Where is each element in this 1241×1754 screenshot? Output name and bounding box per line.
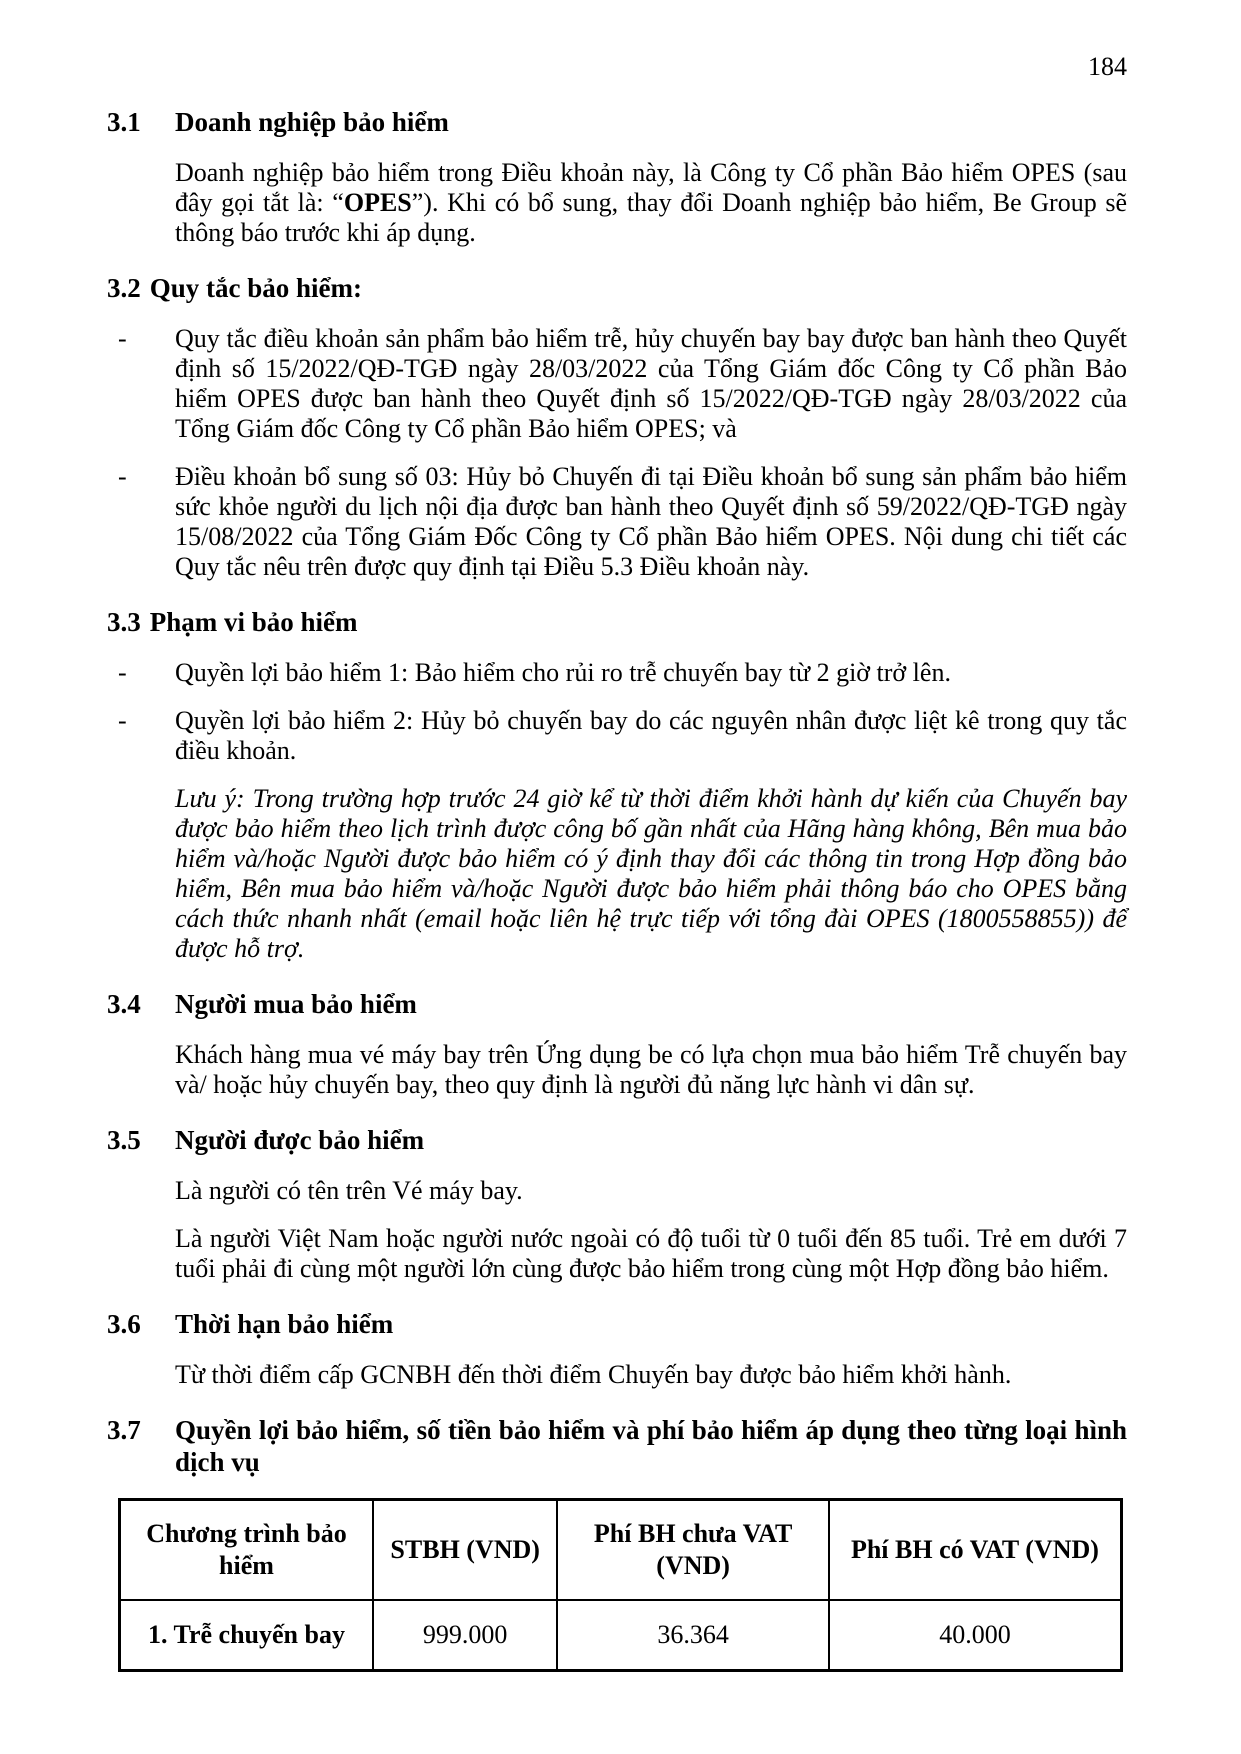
column-header-stbh: STBH (VND) [373,1500,557,1601]
column-header-program: Chương trình bảo hiểm [120,1500,374,1601]
bullet-text: Quyền lợi bảo hiểm 1: Bảo hiểm cho rủi ro trễ chuyến bay từ 2 giờ trở lên. [175,658,951,687]
section-title: Doanh nghiệp bảo hiểm [175,107,449,137]
section-number: 3.3 [107,607,141,637]
section-title: Người mua bảo hiểm [175,989,417,1019]
table-row [120,1600,1122,1671]
section-3-2-heading [107,272,1127,304]
benefits-table [118,1498,1123,1672]
section-title: Phạm vi bảo hiểm [149,607,358,637]
section-number: 3.4 [107,989,141,1019]
section-number: 3.7 [107,1415,141,1445]
cell-program: 1. Trễ chuyến bay [120,1600,374,1671]
section-3-4-paragraph: Khách hàng mua vé máy bay trên Ứng dụng be có lựa chọn mua bảo hiểm Trễ chuyến bay và/ hoặc hủy chuyến bay, theo quy định là người đủ năng lực hành vi dân sự. [175,1040,1127,1099]
bullet-item [107,706,1127,766]
section-number: 3.6 [107,1309,141,1339]
section-3-5-paragraph: Là người Việt Nam hoặc người nước ngoài có độ tuổi từ 0 tuổi đến 85 tuổi. Trẻ em dưới 7 tuổi phải đi cùng một người lớn cùng được bảo hiểm trong cùng một Hợp đồng bảo hiểm. [175,1224,1127,1283]
cell-fee-novat: 36.364 [557,1600,829,1671]
section-3-1-heading [107,106,1127,138]
bullet-text: Quy tắc điều khoản sản phẩm bảo hiểm trễ, hủy chuyến bay bay được ban hành theo Quyết định số 15/2022/QĐ-TGĐ ngày 28/03/2022 của Tổng Giám đốc Công ty Cổ phần Bảo hiểm OPES được ban hành theo Quyết định số 15/2022/QĐ-TGĐ ngày 28/03/2022 của Tổng Giám đốc Công ty Cổ phần Bảo hiểm OPES; và [175,324,1127,443]
section-title: Quy tắc bảo hiểm: [149,273,362,303]
section-3-6-paragraph: Từ thời điểm cấp GCNBH đến thời điểm Chuyến bay được bảo hiểm khởi hành. [175,1360,1012,1389]
section-number: 3.5 [107,1125,141,1155]
section-number: 3.1 [107,107,141,137]
bullet-item [107,324,1127,444]
dash-bullet: - [118,462,127,491]
note-paragraph: Lưu ý: Trong trường hợp trước 24 giờ kể từ thời điểm khởi hành dự kiến của Chuyến bay được bảo hiểm theo lịch trình được công bố gần nhất của Hãng hàng không, Bên mua bảo hiểm và/hoặc Người được bảo hiểm có ý định thay đổi các thông tin trong Hợp đồng bảo hiểm, Bên mua bảo hiểm và/hoặc Người được bảo hiểm phải thông báo cho OPES bằng cách thức nhanh nhất (email hoặc liên hệ trực tiếp với tổng đài OPES (1800558855)) để được hỗ trợ. [175,784,1127,963]
section-3-4-heading [107,988,1127,1020]
section-3-3-heading [107,606,1127,638]
section-3-5-heading [107,1124,1127,1156]
bullet-text: Quyền lợi bảo hiểm 2: Hủy bỏ chuyến bay do các nguyên nhân được liệt kê trong quy tắc điều khoản. [175,706,1127,765]
dash-bullet: - [118,324,127,353]
cell-fee-vat: 40.000 [829,1600,1122,1671]
dash-bullet: - [118,706,127,735]
section-3-7-heading [107,1414,1127,1478]
section-title: Quyền lợi bảo hiểm, số tiền bảo hiểm và phí bảo hiểm áp dụng theo từng loại hình dịch vụ [175,1415,1127,1477]
section-title: Người được bảo hiểm [175,1125,425,1155]
bullet-item [107,462,1127,582]
section-title: Thời hạn bảo hiểm [175,1309,394,1339]
cell-stbh: 999.000 [373,1600,557,1671]
bullet-text: Điều khoản bổ sung số 03: Hủy bỏ Chuyến đi tại Điều khoản bổ sung sản phẩm bảo hiểm sức khỏe người du lịch nội địa được ban hành theo Quyết định số 59/2022/QĐ-TGĐ ngày 15/08/2022 của Tổng Giám Đốc Công ty Cổ phần Bảo hiểm OPES. Nội dung chi tiết các Quy tắc nêu trên được quy định tại Điều 5.3 Điều khoản này. [175,462,1127,581]
column-header-fee-novat: Phí BH chưa VAT (VND) [557,1500,829,1601]
bullet-item [107,658,1127,688]
column-header-fee-vat: Phí BH có VAT (VND) [829,1500,1122,1601]
section-3-1-paragraph: Doanh nghiệp bảo hiểm trong Điều khoản này, là Công ty Cổ phần Bảo hiểm OPES (sau đây gọi tắt là: “OPES”). Khi có bổ sung, thay đổi Doanh nghiệp bảo hiểm, Be Group sẽ thông báo trước khi áp dụng. [175,158,1127,247]
section-3-5-paragraph: Là người có tên trên Vé máy bay. [175,1176,523,1205]
section-3-6-heading [107,1308,1127,1340]
dash-bullet: - [118,658,127,687]
table-header-row [120,1500,1122,1601]
page-number: 184 [1088,52,1127,81]
section-number: 3.2 [107,273,141,303]
